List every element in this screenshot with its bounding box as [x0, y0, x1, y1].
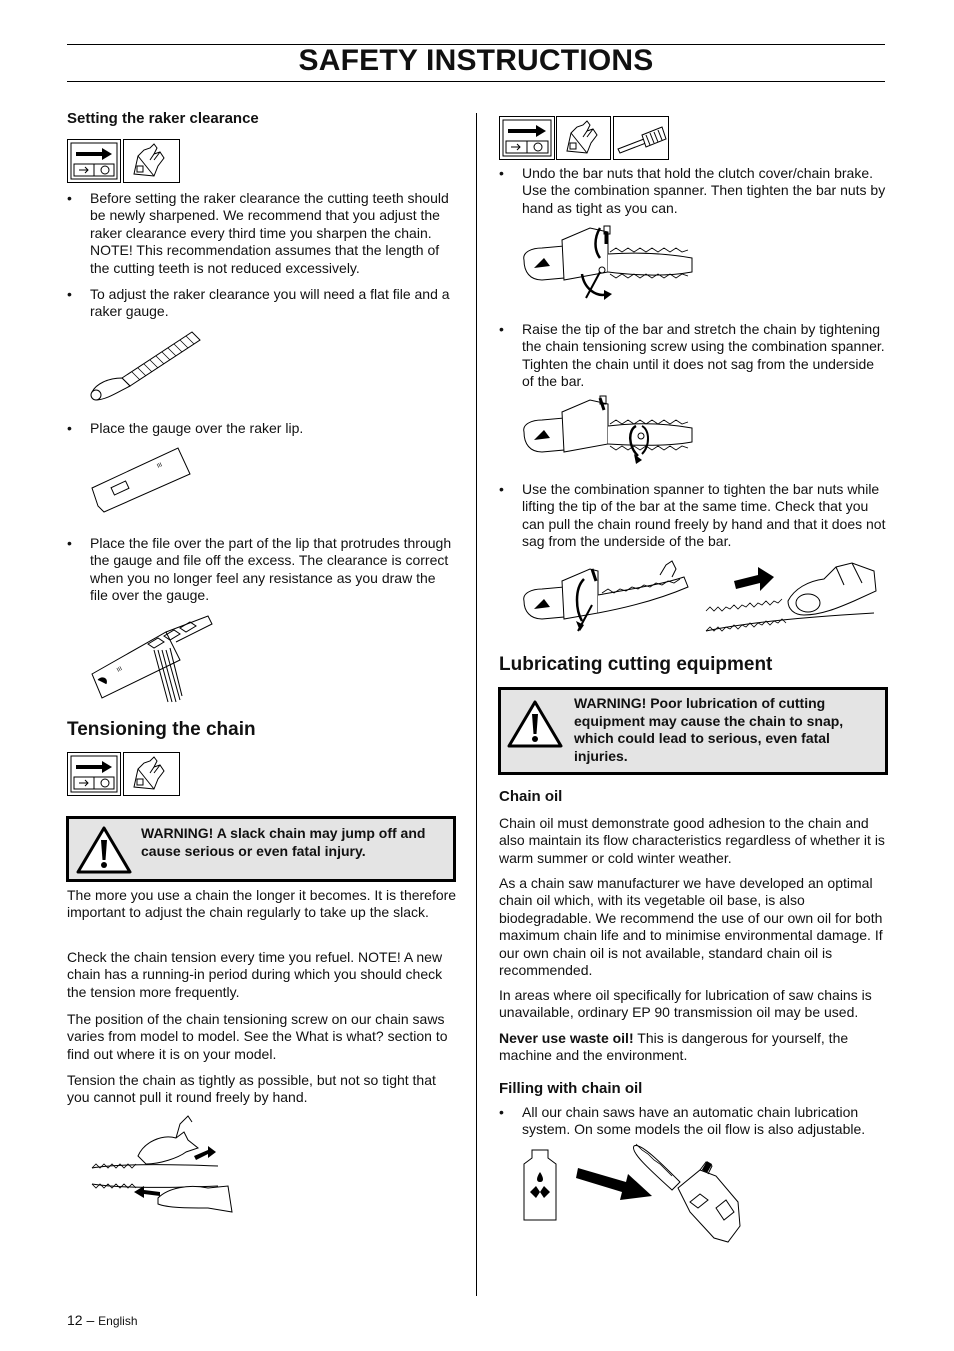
chain-oil-heading: Chain oil: [499, 788, 563, 805]
protective-glove-icon: [123, 752, 180, 796]
raker-bullet-4-text: Place the file over the part of the lip that protrudes through the gauge and file off the excess. The clearance is correct when you no longer feel any resistance as you draw the file over the gauge.: [90, 535, 452, 604]
tension-paragraph-3: The position of the chain tensioning screw on our chain saws varies from model to model. See the What is what? section to find out where it is on your model.: [67, 1011, 448, 1062]
saw-tighten-nuts-illustration: [520, 555, 700, 635]
title-underline: [67, 81, 885, 82]
symbol-strip-raker: [67, 139, 179, 183]
tension-paragraph-1: The more you use a chain the longer it becomes. It is therefore important to adjust the chain regularly to take up the slack.: [67, 887, 457, 921]
protective-glove-icon: [123, 139, 180, 183]
filling-bullet-text: All our chain saws have an automatic chain lubrication system. On some models the oil flow is also adjustable.: [522, 1104, 866, 1138]
warning-triangle-icon: [75, 825, 133, 875]
slack-chain-warning-text: WARNING! A slack chain may jump off and cause serious or even fatal injury.: [141, 825, 426, 859]
cleaning-brush-icon: [613, 116, 669, 160]
lubrication-warning-text: WARNING! Poor lubrication of cutting equipment may cause the chain to snap, which could lead to serious, even fatal injuries.: [574, 695, 844, 764]
tension-paragraph-2: Check the chain tension every time you refuel. NOTE! A new chain has a running-in period during which you should check the tension more frequently.: [67, 949, 443, 1000]
symbol-strip-tension: [67, 752, 179, 796]
symbol-strip-bar-nuts: [499, 116, 669, 160]
raker-bullet-2-text: To adjust the raker clearance you will need a flat file and a raker gauge.: [90, 286, 450, 320]
oil-can-icon: [520, 1146, 560, 1224]
chain-oil-paragraph-2: As a chain saw manufacturer we have developed an optimal chain oil which, with its vegetable oil base, is also biodegradable. We recommend the use of our own oil for both maximum chain life and to minimise environmental damage. If our own chain oil is not available, standard chain oil is recommended.: [499, 875, 883, 979]
hands-pulling-chain-illustration: [88, 1112, 238, 1216]
saw-oil-filling-illustration: [630, 1142, 746, 1246]
saw-tension-screw-illustration: [520, 394, 700, 466]
chain-oil-paragraph-3: In areas where oil specifically for lubrication of saw chains is unavailable, ordinary EP 90 transmission oil may be used.: [499, 987, 872, 1021]
bar-nuts-bullet-3-text: Use the combination spanner to tighten the bar nuts while lifting the tip of the bar at the same time. Check that you can pull the chain round freely by hand and that it does not sag from the underside of the bar.: [522, 481, 886, 550]
raker-heading: Setting the raker clearance: [67, 110, 259, 127]
warning-triangle-icon: [506, 699, 564, 749]
page-title: SAFETY INSTRUCTIONS: [298, 44, 654, 77]
page-number: 12: [67, 1312, 83, 1328]
tension-heading: Tensioning the chain: [67, 719, 256, 740]
raker-gauge-illustration: [88, 444, 198, 514]
waste-oil-text: This is dangerous for yourself, the machine and the environment.: [499, 1030, 849, 1064]
waste-oil-paragraph: [499, 1030, 889, 1065]
bar-nuts-bullet-1-text: Undo the bar nuts that hold the clutch cover/chain brake. Use the combination spanner. Then tighten the bar nuts by hand as tight as you can.: [522, 165, 886, 216]
chainsaw-manual-icon: [67, 139, 121, 183]
raker-bullet-1-text: Before setting the raker clearance the cutting teeth should be newly sharpened. We recommend that you adjust the raker clearance every third time you sharpen the chain. NOTE! This recommendation assumes that the length of the cutting teeth is not reduced excessively.: [90, 190, 449, 276]
flat-file-illustration: [88, 326, 208, 404]
footer-language: English: [98, 1314, 138, 1328]
slack-chain-warning: [66, 816, 456, 882]
gauge-file-illustration: [88, 608, 228, 704]
raker-bullet-3-text: Place the gauge over the raker lip.: [90, 420, 304, 436]
bar-nuts-bullet-2-text: Raise the tip of the bar and stretch the chain by tightening the chain tensioning screw using the combination spanner. Tighten the chain until it does not sag from the underside of the bar.: [522, 321, 885, 390]
svg-text:III: III: [116, 666, 124, 674]
page-footer: [67, 1312, 138, 1328]
chainsaw-manual-icon: [499, 116, 555, 160]
lube-heading: Lubricating cutting equipment: [499, 654, 773, 675]
protective-glove-icon: [556, 116, 611, 160]
glove-pull-chain-illustration: [704, 555, 882, 635]
footer-separator: –: [82, 1312, 99, 1328]
tension-paragraph-4: Tension the chain as tightly as possible, but not so tight that you cannot pull it round freely by hand.: [67, 1072, 436, 1106]
column-divider: [476, 113, 477, 1296]
filling-heading: Filling with chain oil: [499, 1080, 643, 1097]
saw-undo-bar-nuts-illustration: [520, 222, 700, 304]
waste-oil-warning: Never use waste oil!: [499, 1030, 634, 1046]
lubrication-warning: [498, 687, 888, 775]
chainsaw-manual-icon: [67, 752, 121, 796]
chain-oil-paragraph-1: Chain oil must demonstrate good adhesion to the chain and also maintain its flow characteristics regardless of whether it is warm summer or cold winter weather.: [499, 815, 885, 866]
svg-text:III: III: [156, 462, 164, 470]
